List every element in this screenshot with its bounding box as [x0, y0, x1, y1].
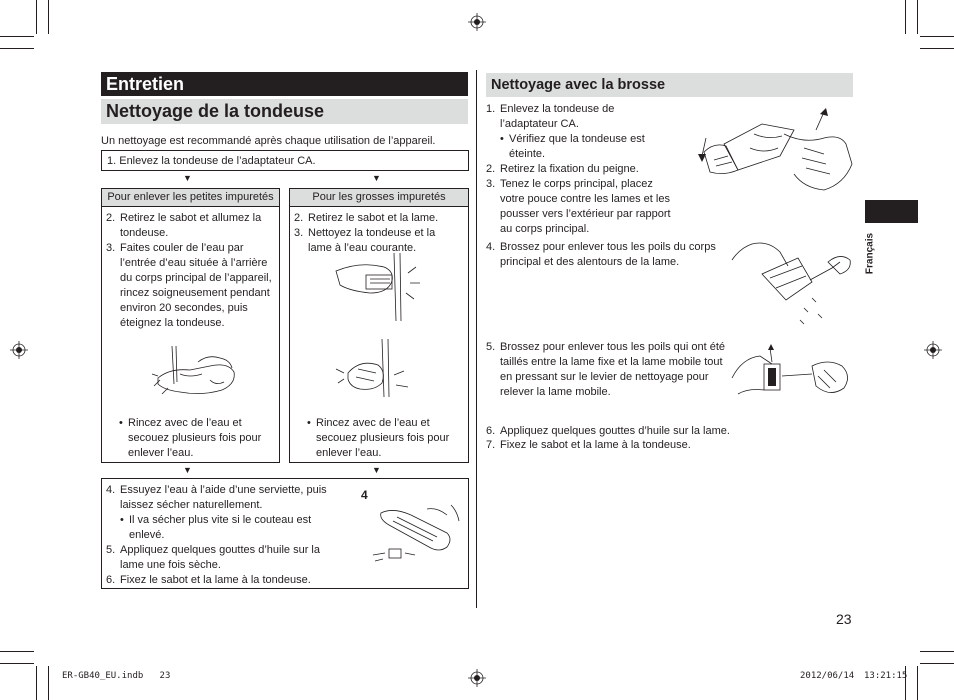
step-number: 2. [106, 212, 116, 224]
step-item [106, 211, 276, 241]
bullet-text: Il va sécher plus vite si le couteau est enlevé. [129, 514, 312, 541]
section-title: Entretien [101, 72, 468, 96]
step-item [486, 340, 730, 400]
bullet-icon: • [119, 417, 123, 429]
step-item [486, 438, 746, 453]
crop-mark [920, 651, 954, 652]
step-number: 2. [294, 212, 304, 224]
brush-section-title: Nettoyage avec la brosse [486, 73, 853, 97]
down-arrow-icon: ▼ [183, 465, 192, 475]
bullet-icon: • [500, 133, 504, 145]
figure-label: 4 [361, 488, 368, 502]
step-number: 3. [294, 227, 304, 239]
step-text: Fixez le sabot et la lame à la tondeuse. [120, 574, 311, 586]
rinse-water-illustration [150, 344, 240, 404]
remove-blade-illustration [684, 104, 856, 198]
large-impurities-box [289, 188, 469, 463]
step-number: 7. [486, 439, 496, 451]
crop-mark [0, 48, 34, 49]
step1-text: 1. Enlevez la tondeuse de l’adaptateur CA. [107, 155, 316, 167]
step-text: Fixez le sabot et la lame à la tondeuse. [500, 439, 691, 451]
crop-mark [0, 651, 34, 652]
intro-text: Un nettoyage est recommandé après chaque utilisation de l’appareil. [101, 135, 436, 147]
step-number: 4. [106, 484, 116, 496]
step-item [486, 162, 676, 177]
down-arrow-icon: ▼ [372, 465, 381, 475]
small-impurities-header: Pour enlever les petites impuretés [102, 189, 279, 207]
bullet-icon: • [120, 514, 124, 526]
step-number: 6. [106, 574, 116, 586]
footer-date: 2012/06/14 [800, 671, 855, 681]
step-number: 2. [486, 163, 496, 175]
crop-mark [48, 666, 49, 700]
step-number: 5. [486, 341, 496, 353]
crop-mark [0, 663, 34, 664]
language-tab [865, 200, 918, 223]
large-impurities-header: Pour les grosses impuretés [290, 189, 468, 207]
step-text: Retirez la fixation du peigne. [500, 163, 639, 175]
crop-mark [920, 48, 954, 49]
registration-mark-icon [924, 341, 942, 359]
bullet-item [119, 416, 269, 461]
bullet-text: Vérifiez que la tondeuse est éteinte. [509, 133, 645, 160]
registration-mark-icon [10, 341, 28, 359]
step-item [106, 543, 332, 573]
language-label-wrap [860, 232, 880, 282]
footer-time: 13:21:15 [864, 671, 908, 681]
oiled-trimmer-illustration [367, 501, 467, 565]
step-item [486, 424, 746, 439]
step-number: 6. [486, 425, 496, 437]
step-text: Essuyez l’eau à l’aide d’une serviette, puis laissez sécher naturellement. [120, 484, 327, 511]
step-text: Appliquez quelques gouttes d’huile sur la lame une fois sèche. [120, 544, 320, 571]
column-divider [476, 70, 477, 608]
bullet-item [500, 132, 655, 162]
rinse-trimmer-illustration [330, 339, 440, 399]
crop-mark [920, 36, 954, 37]
step-item [106, 483, 338, 513]
crop-mark [917, 0, 918, 34]
step-text: Retirez le sabot et allumez la tondeuse. [120, 212, 262, 239]
drying-box [101, 478, 469, 589]
step-item [106, 241, 278, 331]
step-number: 1. [486, 103, 496, 115]
step-text: Appliquez quelques gouttes d’huile sur la lame. [500, 425, 730, 437]
step-text: Nettoyez la tondeuse et la lame à l’eau courante. [308, 227, 436, 254]
brush-body-illustration [728, 238, 854, 334]
step-text: Faites couler de l’eau par l’entrée d’eau située à l’arrière du corps principal de l’appareil, rincez soigneusement pendant environ 20 secondes, puis éteignez la tondeuse. [120, 242, 272, 329]
bullet-item [120, 513, 330, 543]
brush-blade-illustration [728, 344, 854, 424]
footer-file: ER-GB40_EU.indb 23 [62, 671, 171, 681]
crop-mark [48, 0, 49, 34]
subsection-title: Nettoyage de la tondeuse [101, 99, 468, 124]
step-item [486, 240, 730, 270]
step-text: Retirez le sabot et la lame. [308, 212, 439, 224]
crop-mark [917, 666, 918, 700]
rinse-blade-illustration [330, 253, 440, 323]
step-item [294, 226, 444, 256]
step-number: 3. [106, 242, 116, 254]
step-item [294, 211, 466, 226]
small-impurities-box [101, 188, 280, 463]
down-arrow-icon: ▼ [183, 173, 192, 183]
step-item [486, 102, 626, 132]
language-label: Français [864, 232, 876, 275]
step-text: Brossez pour enlever tous les poils du corps principal et des alentours de la lame. [500, 241, 716, 268]
bullet-text: Rincez avec de l’eau et secouez plusieurs fois pour enlever l’eau. [128, 417, 262, 459]
bullet-item [307, 416, 459, 461]
page-number: 23 [836, 611, 852, 627]
step-number: 4. [486, 241, 496, 253]
step-text: Enlevez la tondeuse de l’adaptateur CA. [500, 103, 615, 130]
crop-mark [36, 666, 37, 700]
registration-mark-icon [468, 13, 486, 31]
step-text: Brossez pour enlever tous les poils qui ont été taillés entre la lame fixe et la lame mobile tout en pressant sur le levier de nettoyage pour relever la lame mobile. [500, 341, 726, 398]
crop-mark [905, 0, 906, 34]
registration-mark-icon [468, 669, 486, 687]
crop-mark [0, 36, 34, 37]
crop-mark [36, 0, 37, 34]
step-number: 5. [106, 544, 116, 556]
bullet-text: Rincez avec de l’eau et secouez plusieurs fois pour enlever l’eau. [316, 417, 450, 459]
step-item [106, 573, 346, 588]
down-arrow-icon: ▼ [372, 173, 381, 183]
step-number: 3. [486, 178, 496, 190]
step-text: Tenez le corps principal, placez votre pouce contre les lames et les pousser vers l’extérieur par rapport au corps principal. [500, 178, 671, 235]
bullet-icon: • [307, 417, 311, 429]
step1-box [101, 150, 469, 171]
step-item [486, 177, 680, 237]
crop-mark [920, 663, 954, 664]
